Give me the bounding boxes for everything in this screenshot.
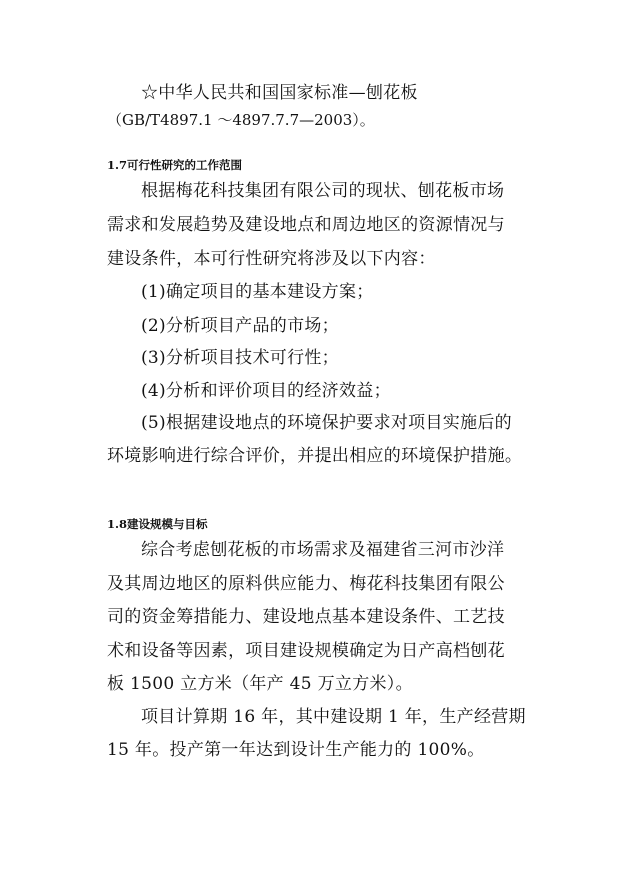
section-1-7-item-2: (2)分析项目产品的市场； bbox=[141, 316, 339, 336]
section-1-8-para1-line-3: 司的资金筹措能力、建设地点基本建设条件、工艺技 bbox=[107, 607, 505, 627]
section-1-7-item-3: (3)分析项目技术可行性； bbox=[141, 348, 339, 368]
section-1-8-para2-line-2: 15 年。投产第一年达到设计生产能力的 100%。 bbox=[107, 740, 485, 760]
section-1-7-item-5: (5)根据建设地点的环境保护要求对项目实施后的 bbox=[141, 413, 512, 433]
section-1-7-item-1: (1)确定项目的基本建设方案； bbox=[141, 282, 374, 302]
section-1-8-para1-line-4: 术和设备等因素，项目建设规模确定为日产高档刨花 bbox=[107, 641, 505, 661]
section-1-8-para1-line-5: 板 1500 立方米（年产 45 万立方米）。 bbox=[107, 674, 413, 694]
section-1-8-para2-line-1: 项目计算期 16 年，其中建设期 1 年，生产经营期 bbox=[141, 707, 526, 727]
section-1-7-intro-line-1: 根据梅花科技集团有限公司的现状、刨花板市场 bbox=[141, 181, 505, 201]
section-1-8-para1-line-1: 综合考虑刨花板的市场需求及福建省三河市沙洋 bbox=[141, 540, 505, 560]
section-1-8-heading: 1.8建设规模与目标 bbox=[107, 517, 208, 531]
section-1-7-intro-line-2: 需求和发展趋势及建设地点和周边地区的资源情况与 bbox=[107, 215, 505, 235]
section-1-8-para1-line-2: 及其周边地区的原料供应能力、梅花科技集团有限公 bbox=[107, 574, 505, 594]
section-1-7-item-4: (4)分析和评价项目的经济效益； bbox=[141, 381, 391, 401]
standard-line-2: （GB/T4897.1 ～4897.7.7—2003）。 bbox=[107, 111, 375, 129]
section-1-7-intro-line-3: 建设条件，本可行性研究将涉及以下内容： bbox=[107, 249, 436, 269]
section-1-7-heading: 1.7可行性研究的工作范围 bbox=[107, 158, 243, 172]
standard-line-1: ☆中华人民共和国国家标准—刨花板 bbox=[141, 83, 418, 103]
section-1-7-item-5-continued: 环境影响进行综合评价，并提出相应的环境保护措施。 bbox=[107, 446, 523, 466]
